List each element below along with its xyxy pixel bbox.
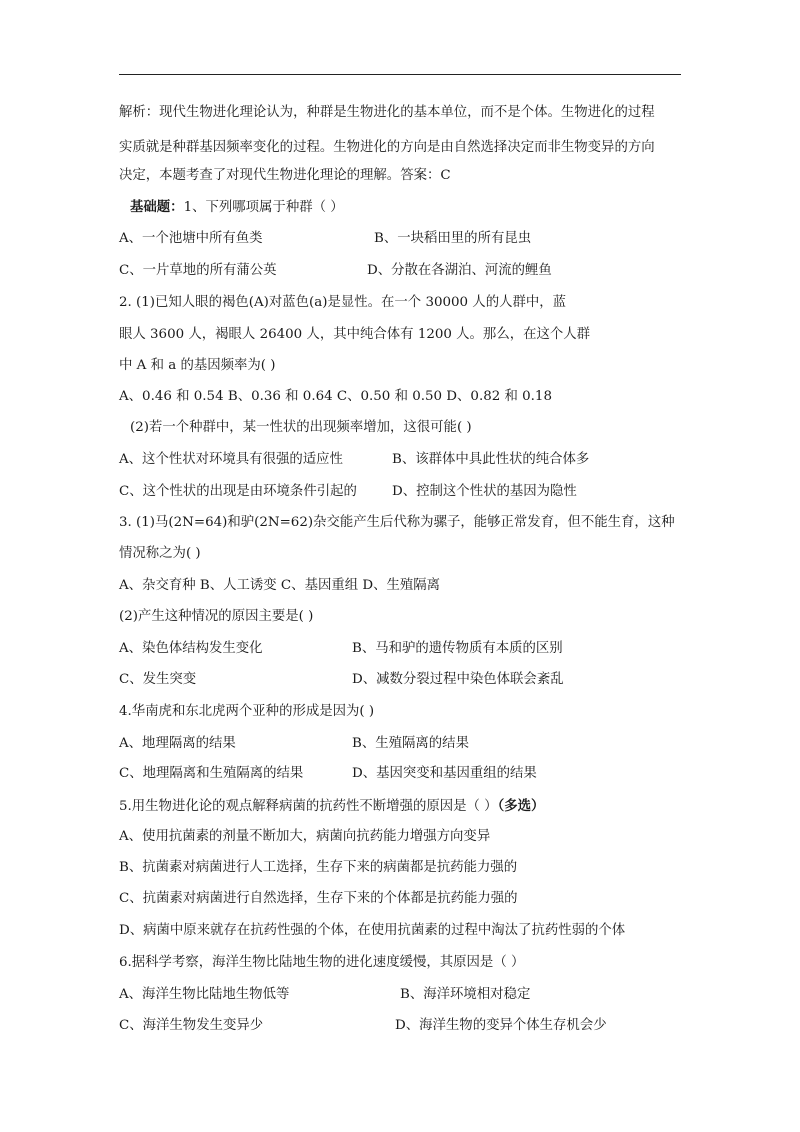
analysis-line-1: 解析：现代生物进化理论认为，种群是生物进化的基本单位，而不是个体。生物进化的过程 (119, 105, 655, 120)
q2-stem-2: 眼人 3600 人，褐眼人 26400 人，其中纯合体有 1200 人。那么，在这个人群 (119, 327, 591, 342)
q4-option-c: C、地理隔离和生殖隔离的结果 (119, 766, 304, 781)
q6-option-d: D、海洋生物的变异个体生存机会少 (395, 1018, 607, 1033)
q4-option-b: B、生殖隔离的结果 (352, 736, 469, 751)
q3-option-b: B、马和驴的遗传物质有本质的区别 (352, 641, 563, 656)
q1-option-d: D、分散在各湖泊、河流的鲤鱼 (367, 263, 552, 278)
q2-stem-1: 2. (1)已知人眼的褐色(A)对蓝色(a)是显性。在一个 30000 人的人群中，蓝 (119, 295, 567, 310)
q5-option-d: D、病菌中原来就存在抗药性强的个体，在使用抗菌素的过程中淘汰了抗药性弱的个体 (119, 923, 626, 938)
q2-sub-2: (2)若一个种群中，某一性状的出现频率增加，这很可能( ) (130, 420, 472, 435)
q5-option-c: C、抗菌素对病菌进行自然选择，生存下来的个体都是抗药能力强的 (119, 891, 518, 906)
q5-stem: 5.用生物进化论的观点解释病菌的抗药性不断增强的原因是（ ） (119, 799, 498, 814)
question-1-text: 1、下列哪项属于种群（ ） (183, 200, 344, 215)
q3-stem-1: 3. (1)马(2N=64)和驴(2N=62)杂交能产生后代称为骡子，能够正常发育，但不能生育，这种 (119, 515, 675, 530)
q3-stem-2: 情况称之为( ) (119, 546, 201, 561)
q3-options: A、杂交育种 B、人工诱变 C、基因重组 D、生殖隔离 (119, 578, 441, 593)
q4-option-d: D、基因突变和基因重组的结果 (352, 766, 537, 781)
q6-option-b: B、海洋环境相对稳定 (400, 987, 531, 1002)
q3-option-a: A、染色体结构发生变化 (119, 641, 263, 656)
q6-option-a: A、海洋生物比陆地生物低等 (119, 987, 290, 1002)
header-rule (119, 74, 681, 75)
section-label: 基础题： (130, 199, 184, 215)
analysis-line-2: 实质就是种群基因频率变化的过程。生物进化的方向是由自然选择决定而非生物变异的方向 (119, 140, 655, 155)
q4-option-a: A、地理隔离的结果 (119, 736, 236, 751)
q2-option-b: B、该群体中具此性状的纯合体多 (392, 452, 590, 467)
q1-option-c: C、一片草地的所有蒲公英 (119, 263, 277, 278)
q6-stem: 6.据科学考察，海洋生物比陆地生物的进化速度缓慢，其原因是（ ） (119, 955, 525, 970)
q3-sub-2: (2)产生这种情况的原因主要是( ) (119, 609, 314, 624)
q5-option-a: A、使用抗菌素的剂量不断加大，病菌向抗药能力增强方向变异 (119, 829, 491, 844)
q1-option-a: A、一个池塘中所有鱼类 (119, 231, 263, 246)
q3-option-d: D、减数分裂过程中染色体联会紊乱 (352, 672, 564, 687)
q1-option-b: B、一块稻田里的所有昆虫 (374, 231, 532, 246)
q6-option-c: C、海洋生物发生变异少 (119, 1018, 264, 1033)
q2-option-c: C、这个性状的出现是由环境条件引起的 (119, 484, 357, 499)
q5-stem-line (119, 797, 544, 816)
q5-option-b: B、抗菌素对病菌进行人工选择，生存下来的病菌都是抗药能力强的 (119, 860, 518, 875)
question-1-stem (130, 198, 344, 217)
q2-stem-3: 中 A 和 a 的基因频率为( ) (119, 358, 276, 373)
q2-option-a: A、这个性状对环境具有很强的适应性 (119, 452, 343, 467)
multi-select-tag: （多选） (497, 798, 545, 814)
q2-option-d: D、控制这个性状的基因为隐性 (392, 484, 577, 499)
q2-options: A、0.46 和 0.54 B、0.36 和 0.64 C、0.50 和 0.50 D、0.82 和 0.18 (119, 389, 552, 404)
analysis-line-3: 决定，本题考查了对现代生物进化理论的理解。答案：C (119, 168, 451, 183)
q3-option-c: C、发生突变 (119, 672, 197, 687)
q4-stem: 4.华南虎和东北虎两个亚种的形成是因为( ) (119, 704, 375, 719)
